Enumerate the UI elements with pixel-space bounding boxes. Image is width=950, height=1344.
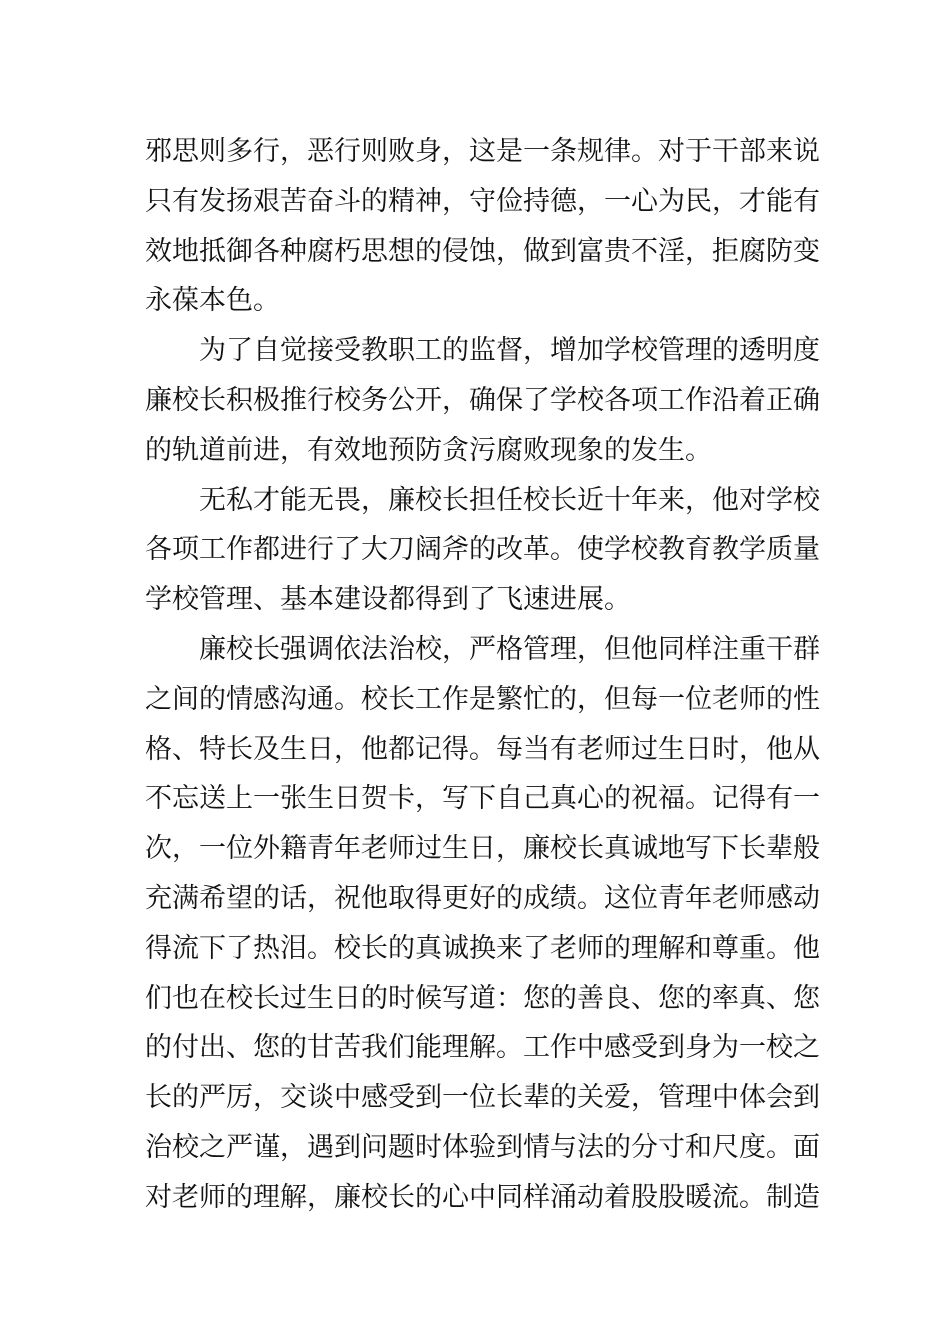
text-line: 只有发扬艰苦奋斗的精神，守俭持德，一心为民，才能有 xyxy=(145,185,820,217)
text-line: 邪思则多行，恶行则败身，这是一条规律。对于干部来说 xyxy=(145,136,820,167)
text-line: 格、特长及生日，他都记得。每当有老师过生日时，他从 xyxy=(145,733,820,765)
text-line: 效地抵御各种腐朽思想的侵蚀，做到富贵不淫，拒腐防变 xyxy=(145,235,820,267)
text-line: 得流下了热泪。校长的真诚换来了老师的理解和尊重。他 xyxy=(145,932,820,964)
text-line: 治校之严谨，遇到问题时体验到情与法的分寸和尺度。面 xyxy=(145,1131,820,1163)
text-line: 学校管理、基本建设都得到了飞速进展。 xyxy=(145,584,631,616)
paragraph-2 xyxy=(145,326,820,475)
text-line: 对老师的理解，廉校长的心中同样涌动着股股暖流。制造 xyxy=(145,1181,820,1213)
paragraph-4 xyxy=(145,625,820,1223)
text-line: 无私才能无畏，廉校长担任校长近十年来，他对学校 xyxy=(199,484,820,516)
text-line: 廉校长强调依法治校，严格管理，但他同样注重干群 xyxy=(199,633,820,665)
text-line: 永葆本色。 xyxy=(145,285,280,317)
body-text xyxy=(145,127,820,1223)
paragraph-1 xyxy=(145,127,820,326)
text-line: 长的严厉，交谈中感受到一位长辈的关爱，管理中体会到 xyxy=(145,1082,820,1114)
text-line: 的轨道前进，有效地预防贪污腐败现象的发生。 xyxy=(145,434,712,466)
text-line: 充满希望的话，祝他取得更好的成绩。这位青年老师感动 xyxy=(145,882,820,914)
text-line: 为了自觉接受教职工的监督，增加学校管理的透明度 xyxy=(199,335,820,367)
paragraph-3 xyxy=(145,476,820,625)
text-line: 们也在校长过生日的时候写道：您的善良、您的率真、您 xyxy=(145,982,820,1014)
text-line: 之间的情感沟通。校长工作是繁忙的，但每一位老师的性 xyxy=(145,683,820,715)
text-line: 的付出、您的甘苦我们能理解。工作中感受到身为一校之 xyxy=(145,1032,820,1064)
text-line: 不忘送上一张生日贺卡，写下自己真心的祝福。记得有一 xyxy=(145,783,820,815)
text-line: 廉校长积极推行校务公开，确保了学校各项工作沿着正确 xyxy=(145,384,820,416)
text-line: 次，一位外籍青年老师过生日，廉校长真诚地写下长辈般 xyxy=(145,833,820,865)
text-line: 各项工作都进行了大刀阔斧的改革。使学校教育教学质量 xyxy=(145,534,820,566)
